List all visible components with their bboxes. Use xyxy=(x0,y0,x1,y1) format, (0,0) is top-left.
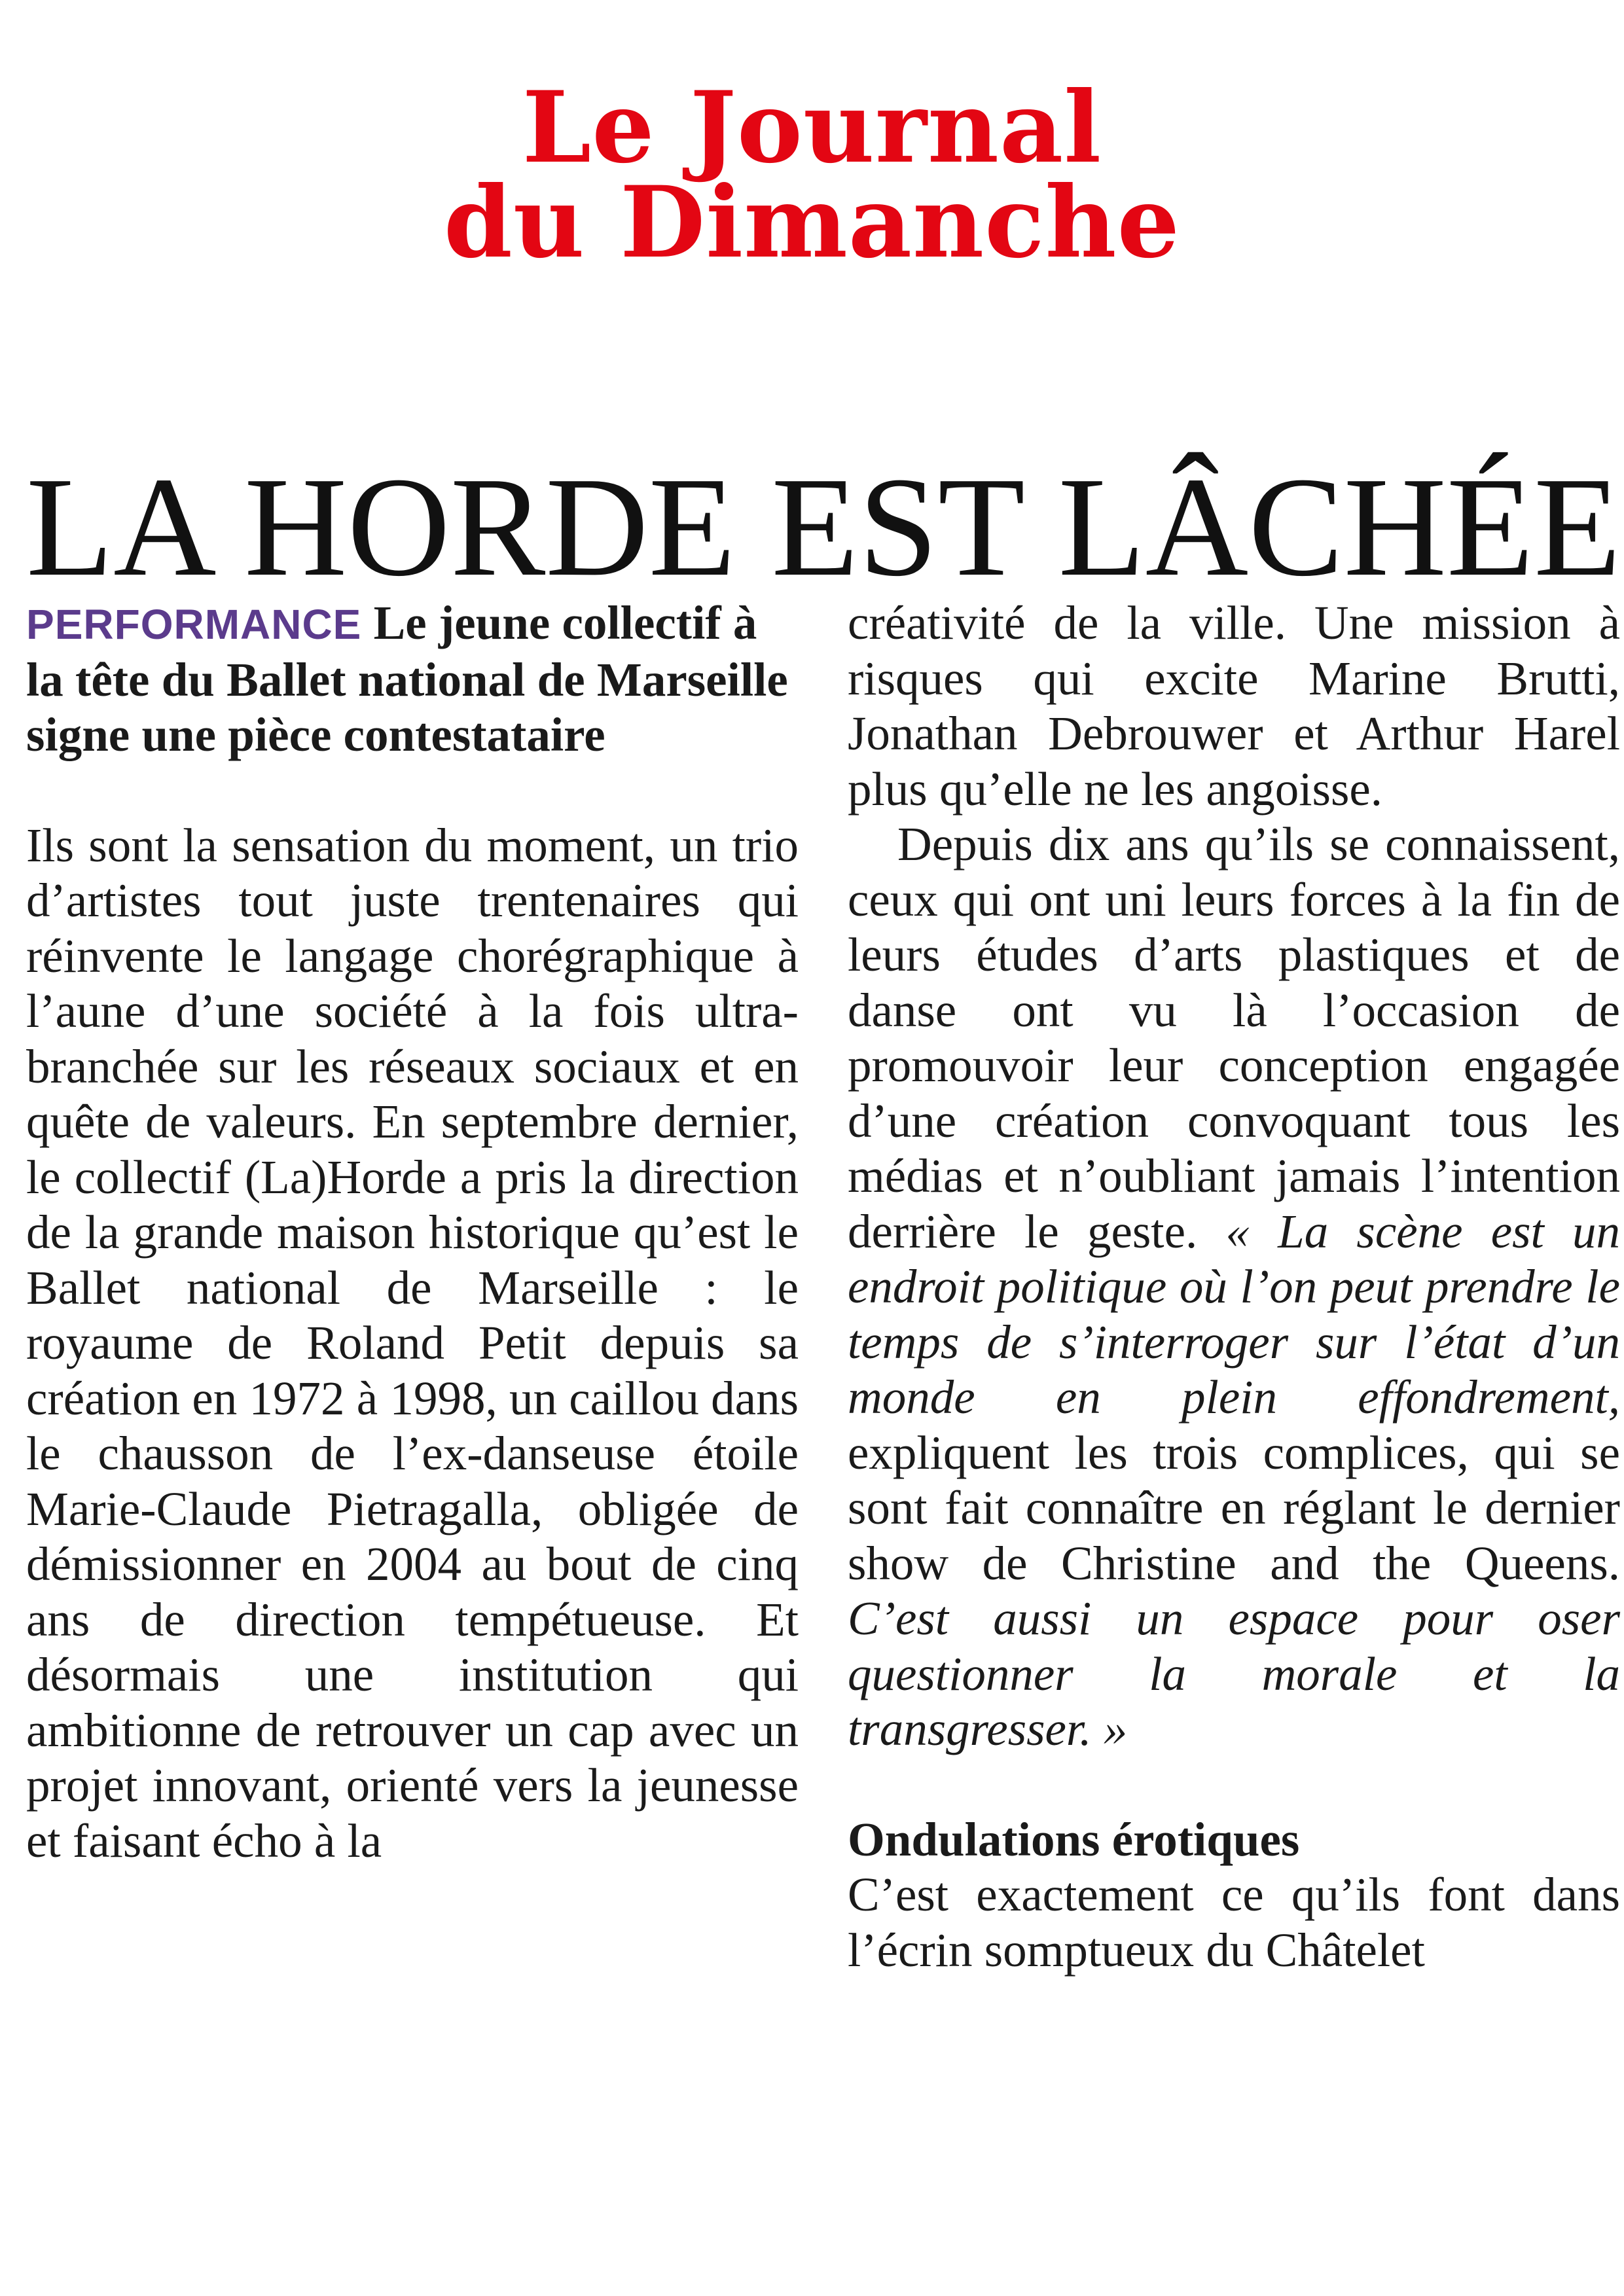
article-paragraph-3: C’est exactement ce qu’ils font dans l’écrin somptueux du Châtelet xyxy=(848,1868,1620,1977)
article-kicker: PERFORMANCE xyxy=(26,601,362,648)
article-paragraph-1: Ils sont la sensation du moment, un trio d’artistes tout juste trentenaires qui réinvente le langage chorégraphique à l’aune d’une société à la fois ultra-branchée sur les réseaux sociaux et en quête de valeurs. En septembre dernier, le collectif (La)Horde a pris la direction de la grande maison historique qu’est le Ballet national de Marseille : le royaume de Roland Petit depuis sa création en 1972 à 1998, un caillou dans le chausson de l’ex-danseuse étoile Marie-Claude Pietragalla, obligée de démissionner en 2004 au bout de cinq ans de direction tempétueuse. Et désormais une institution qui ambitionne de retrouver un cap avec un projet innovant, orienté vers la jeunesse et faisant écho à la xyxy=(26,818,799,1867)
article-subhead: Ondulations érotiques xyxy=(848,1812,1300,1866)
article-column-left xyxy=(26,596,799,1869)
paragraph-2-quote-2: C’est aussi un espace pour oser questionner la morale et la transgresser. » xyxy=(848,1592,1620,1755)
article-deck xyxy=(26,596,799,763)
article-column-right xyxy=(848,596,1620,1978)
paragraph-2-quote-1: « La scène est un endroit politique où l’on peut prendre le temps de s’interroger sur l’état d’un monde en plein effondrement, xyxy=(848,1204,1620,1424)
article-headline: LA HORDE EST LÂCHÉE xyxy=(26,448,1621,607)
masthead-line-1: Le Journal xyxy=(522,70,1102,185)
paragraph-2-middle: expliquent les trois complices, qui se sont fait connaître en réglant le dernier show de Christine and the Queens. xyxy=(848,1426,1620,1590)
paragraph-2-text: Depuis dix ans qu’ils se connaissent, ceux qui ont uni leurs forces à la fin de leurs études d’arts plastiques et de danse ont vu là l’occasion de promouvoir leur conception engagée d’une création convoquant tous les médias et n’oubliant jamais l’intention derrière le geste. xyxy=(848,817,1620,1258)
article-paragraph-1-continued: créativité de la ville. Une mission à risques qui excite Marine Brutti, Jonathan Debrouwer et Arthur Harel plus qu’elle ne les angoisse. xyxy=(848,596,1620,816)
article-paragraph-2 xyxy=(848,817,1620,1757)
masthead-line-2: du Dimanche xyxy=(443,165,1180,280)
article-deck-text: Le jeune collectif à la tête du Ballet national de Marseille signe une pièce contestataire xyxy=(26,596,788,761)
